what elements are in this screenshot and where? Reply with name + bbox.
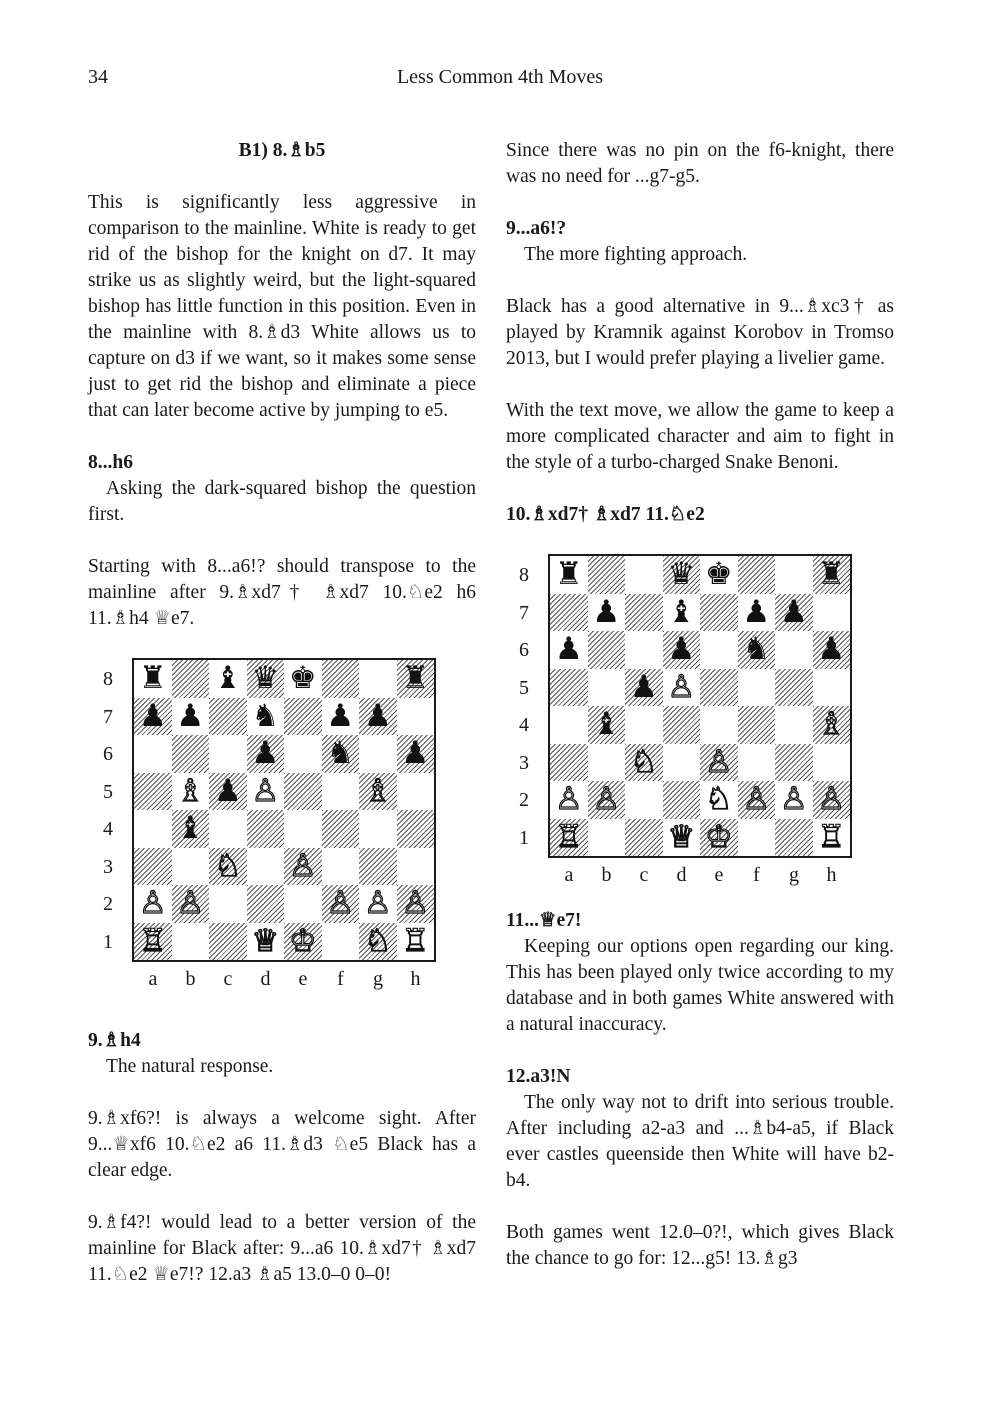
board-square-a4 [550,706,588,744]
board-square-b3 [588,744,626,782]
chess-piece-f6: ♞ [742,631,771,667]
board-square-f4 [322,810,360,848]
file-label: d [260,968,271,990]
rank-label: 2 [519,789,529,811]
board-square-h5 [813,669,851,707]
chess-piece-a8: ♜ [138,660,167,696]
board-square-b5 [588,669,626,707]
chess-piece-b7: ♟ [592,593,621,630]
board-square-g6 [775,631,813,669]
rank-label: 7 [519,601,529,624]
chess-board [548,554,852,858]
chess-piece-a1: ♖ [138,922,167,959]
chess-piece-a2: ♙ [554,781,583,817]
board-square-b1 [172,923,210,961]
file-label: b [601,864,612,886]
chess-piece-c3: ♘ [213,847,242,884]
board-square-a5 [550,669,588,707]
move-heading: 10.♗xd7† ♗xd7 11.♘e2 [506,504,705,525]
board-square-f5 [738,669,776,707]
chess-piece-a8: ♜ [554,556,583,592]
chess-piece-e3: ♙ [704,743,733,780]
chess-piece-h8: ♜ [817,556,846,592]
rank-label: 1 [103,930,113,953]
rank-label: 2 [103,893,113,915]
chess-piece-c8: ♝ [213,660,242,696]
chess-piece-d7: ♝ [667,593,696,630]
chess-piece-d1: ♕ [251,922,280,959]
rank-label: 4 [103,818,113,840]
board-square-f1 [322,923,360,961]
chess-piece-h2: ♙ [401,885,430,921]
chess-piece-b2: ♙ [592,781,621,817]
chess-piece-c5: ♟ [213,772,242,809]
board-square-a3 [550,744,588,782]
board-square-c4 [209,810,247,848]
board-square-h3 [397,848,435,886]
chess-board [132,658,436,962]
board-square-e2 [284,885,322,923]
chess-piece-g5: ♗ [363,772,392,809]
chess-piece-c5: ♟ [629,668,658,705]
board-square-c6 [209,735,247,773]
board-square-f4 [738,706,776,744]
chess-piece-g2: ♙ [363,885,392,921]
chess-piece-a1: ♖ [554,818,583,855]
board-square-g3 [359,848,397,886]
page-number: 34 [88,66,108,88]
move-heading: 12.a3!N [506,1066,571,1087]
chess-diagram-2 [506,554,894,908]
board-square-c2 [209,885,247,923]
file-label: a [148,968,158,990]
rank-label: 6 [103,743,113,765]
chess-piece-d7: ♞ [251,697,280,734]
board-square-b6 [588,631,626,669]
board-square-a4 [134,810,172,848]
paragraph: This is significantly less aggressive in comparison to the mainline. White is ready to get rid of the bishop for the knight on d7. It may strike us as slightly weird, but the light-squared bishop has little function in this position. Even in the mainline with 8.♗d3 White allows us to capture on d3 if we want, so it makes some sense just to get rid the bishop and eliminate a piece that can later become active by jumping to e5. [88,192,476,421]
chess-piece-a2: ♙ [138,885,167,921]
move-comment: Keeping our options open regarding our king. This has been played only twice according to my database and in both games White answered with a natural inaccuracy. [506,936,894,1035]
chess-piece-g7: ♟ [363,697,392,734]
board-square-d3 [247,848,285,886]
board-square-b1 [588,819,626,857]
board-square-e7 [284,698,322,736]
chess-piece-e1: ♔ [704,818,733,855]
board-square-c8 [625,556,663,594]
chess-piece-e1: ♔ [288,922,317,959]
board-square-e6 [284,735,322,773]
chess-piece-d6: ♟ [667,631,696,667]
board-square-e5 [284,773,322,811]
file-label: h [826,864,837,886]
board-square-g4 [359,810,397,848]
board-square-f3 [738,744,776,782]
left-column [88,138,476,1314]
chess-piece-c3: ♘ [629,743,658,780]
board-square-a6 [134,735,172,773]
move-comment: Asking the dark-squared bishop the question first. [88,478,476,525]
paragraph: Both games went 12.0–0?!, which gives Black the chance to go for: 12...g5! 13.♗g3 [506,1222,894,1269]
board-square-d4 [663,706,701,744]
file-label: a [564,864,574,886]
move-heading: 9.♗h4 [88,1030,141,1051]
move-heading: 11...♕e7! [506,910,582,931]
file-label: c [223,968,233,990]
board-square-h7 [397,698,435,736]
paragraph: 9.♗xf6?! is always a welcome sight. After 9...♕xf6 10.♘e2 a6 11.♗d3 ♘e5 Black has a clear edge. [88,1108,476,1181]
chess-piece-b4: ♝ [592,706,621,742]
file-label: f [753,864,760,886]
chess-piece-e2: ♘ [704,781,733,817]
board-square-h3 [813,744,851,782]
rank-label: 8 [103,668,113,690]
board-square-h4 [397,810,435,848]
rank-label: 8 [519,564,529,586]
board-square-c1 [209,923,247,961]
chess-piece-h6: ♟ [817,631,846,667]
board-square-a3 [134,848,172,886]
board-square-b8 [172,660,210,698]
chess-piece-f7: ♟ [326,697,355,734]
chess-piece-a6: ♟ [554,631,583,667]
board-square-d3 [663,744,701,782]
chess-piece-e8: ♚ [704,556,733,592]
file-label: h [410,968,421,990]
chess-piece-f2: ♙ [742,781,771,817]
board-square-c6 [625,631,663,669]
chess-piece-h2: ♙ [817,781,846,817]
chess-piece-d8: ♛ [667,556,696,592]
board-square-e4 [700,706,738,744]
board-square-c1 [625,819,663,857]
board-square-d2 [663,781,701,819]
paragraph: Starting with 8...a6!? should transpose to the mainline after 9.♗xd7† ♗xd7 10.♘e2 h6 11.♗h4 ♕e7. [88,556,476,629]
board-square-c7 [625,594,663,632]
chess-piece-d5: ♙ [251,772,280,809]
chess-piece-d1: ♕ [667,818,696,855]
chess-piece-h4: ♗ [817,706,846,742]
board-square-g1 [775,819,813,857]
board-square-e6 [700,631,738,669]
paragraph: With the text move, we allow the game to keep a more complicated character and aim to fight in the style of a turbo-charged Snake Benoni. [506,400,894,473]
board-square-g3 [775,744,813,782]
board-square-f8 [738,556,776,594]
chess-piece-b4: ♝ [176,810,205,846]
rank-label: 6 [519,639,529,661]
board-square-g8 [775,556,813,594]
chess-piece-b7: ♟ [176,697,205,734]
board-square-g5 [775,669,813,707]
board-square-e5 [700,669,738,707]
file-label: e [714,864,724,886]
board-square-b8 [588,556,626,594]
chess-piece-h8: ♜ [401,660,430,696]
chess-piece-g7: ♟ [779,593,808,630]
file-label: g [789,864,799,886]
chess-piece-g2: ♙ [779,781,808,817]
move-comment: The only way not to drift into serious trouble. After including a2-a3 and ...♗b4-a5, if Black ever castles queenside then White will have b2-b4. [506,1092,894,1191]
chess-piece-g1: ♘ [363,922,392,959]
board-square-h7 [813,594,851,632]
file-label: e [298,968,308,990]
board-square-f5 [322,773,360,811]
paragraph: Black has a good alternative in 9...♗xc3† as played by Kramnik against Korobov in Tromso 2013, but I would prefer playing a livelier game. [506,296,894,369]
chess-diagram-1 [88,658,476,1028]
move-heading: 9...a6!? [506,218,567,239]
board-square-b6 [172,735,210,773]
chess-piece-d8: ♛ [251,660,280,696]
chess-piece-f6: ♞ [326,735,355,771]
move-comment: The more fighting approach. [524,244,748,265]
rank-label: 7 [103,705,113,728]
file-label: b [185,968,196,990]
board-square-a7 [550,594,588,632]
rank-label: 5 [519,676,529,699]
chess-piece-b5: ♗ [176,772,205,809]
chess-piece-h1: ♖ [817,818,846,855]
file-label: f [337,968,344,990]
file-label: g [373,968,383,990]
board-square-e7 [700,594,738,632]
page-header [88,66,912,102]
board-square-g8 [359,660,397,698]
move-heading: 8...h6 [88,452,133,473]
rank-label: 4 [519,714,529,736]
board-square-g4 [775,706,813,744]
move-comment: The natural response. [106,1056,274,1077]
rank-label: 1 [519,826,529,849]
chess-piece-b2: ♙ [176,885,205,921]
board-square-h5 [397,773,435,811]
chess-piece-h6: ♟ [401,735,430,771]
chess-piece-f7: ♟ [742,593,771,630]
file-label: d [676,864,687,886]
board-square-f8 [322,660,360,698]
section-title: B1) 8.♗b5 [238,140,326,161]
board-square-c4 [625,706,663,744]
board-square-f1 [738,819,776,857]
chess-piece-d6: ♟ [251,735,280,771]
board-square-d4 [247,810,285,848]
chess-piece-e3: ♙ [288,847,317,884]
chess-piece-e8: ♚ [288,660,317,696]
chess-piece-a7: ♟ [138,697,167,734]
board-square-e4 [284,810,322,848]
paragraph: 9.♗f4?! would lead to a better version of the mainline for Black after: 9...a6 10.♗xd7† ♗xd7 11.♘e2 ♕e7!? 12.a3 ♗a5 13.0–0 0–0! [88,1212,476,1285]
right-column [506,138,894,1298]
board-square-a5 [134,773,172,811]
rank-label: 5 [103,780,113,803]
board-square-c7 [209,698,247,736]
rank-label: 3 [103,855,113,878]
board-square-f3 [322,848,360,886]
file-label: c [639,864,649,886]
board-square-g6 [359,735,397,773]
board-square-b3 [172,848,210,886]
running-title: Less Common 4th Moves [396,66,604,88]
paragraph: Since there was no pin on the f6-knight, there was no need for ...g7-g5. [506,140,894,187]
chess-piece-d5: ♙ [667,668,696,705]
rank-label: 3 [519,751,529,774]
board-square-d2 [247,885,285,923]
chess-piece-h1: ♖ [401,922,430,959]
chess-piece-f2: ♙ [326,885,355,921]
board-square-c2 [625,781,663,819]
